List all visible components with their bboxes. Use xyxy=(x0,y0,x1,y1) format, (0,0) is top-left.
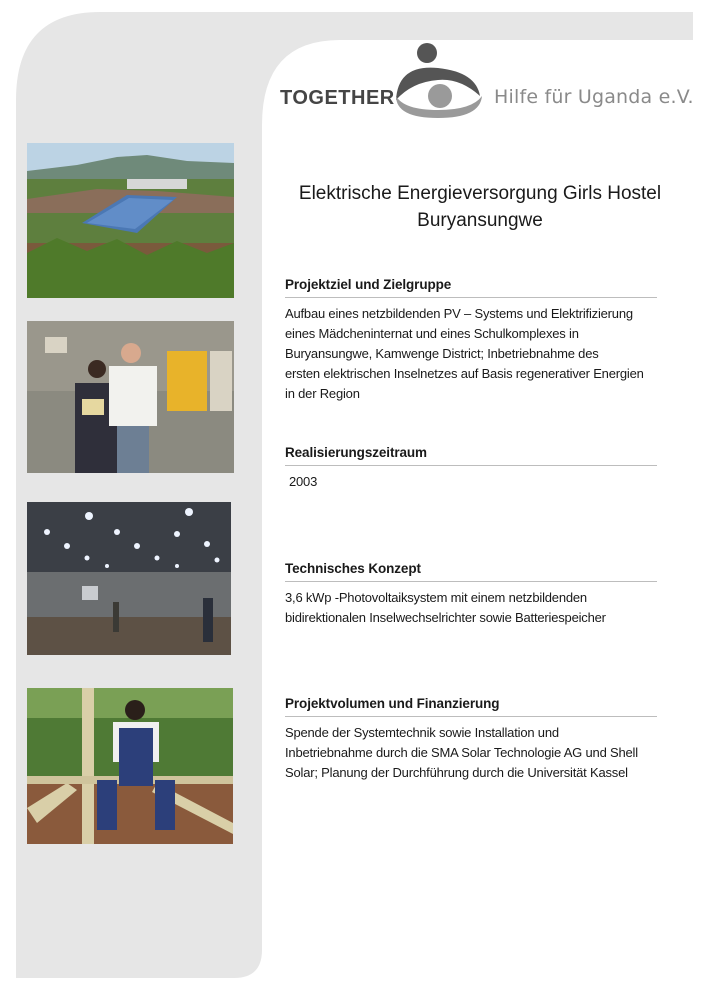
section-heading: Projektvolumen und Finanzierung xyxy=(285,696,657,717)
page-title-line-2: Buryansungwe xyxy=(417,210,543,231)
section-projektziel xyxy=(285,277,685,404)
photo-worker-construction xyxy=(27,688,233,844)
section-text xyxy=(285,304,685,404)
section-realisierungszeitraum xyxy=(285,445,685,492)
text-line: Aufbau eines netzbildenden PV – Systems und Elektrifizierung xyxy=(285,306,633,321)
text-line: Inbetriebnahme durch die SMA Solar Technologie AG und Shell xyxy=(285,745,638,760)
section-heading: Realisierungszeitraum xyxy=(285,445,657,466)
text-line: 3,6 kWp -Photovoltaiksystem mit einem netzbildenden xyxy=(285,590,587,605)
people-emblem-icon xyxy=(390,38,490,128)
text-line: 2003 xyxy=(289,474,318,489)
section-text xyxy=(285,723,685,783)
section-projektvolumen xyxy=(285,696,685,783)
logo-text-hilfe: Hilfe für Uganda e.V. xyxy=(494,86,694,108)
section-text xyxy=(285,472,685,492)
text-line: in der Region xyxy=(285,386,360,401)
section-text xyxy=(285,588,685,628)
photo-lit-hall xyxy=(27,502,231,655)
text-line: bidirektionalen Inselwechselrichter sowie Batteriespeicher xyxy=(285,610,606,625)
page-title xyxy=(278,180,682,234)
section-heading: Projektziel und Zielgruppe xyxy=(285,277,657,298)
text-line: Buryansungwe, Kamwenge District; Inbetriebnahme des xyxy=(285,346,599,361)
text-line: eines Mädcheninternat und eines Schulkomplexes in xyxy=(285,326,579,341)
section-technisches-konzept xyxy=(285,561,685,628)
text-line: Solar; Planung der Durchführung durch die Universität Kassel xyxy=(285,765,628,780)
page-title-line-1: Elektrische Energieversorgung Girls Hostel xyxy=(298,183,662,204)
photo-solar-roof xyxy=(27,143,234,298)
text-line: ersten elektrischen Inselnetzes auf Basis regenerativer Energien xyxy=(285,366,644,381)
logo-text-together: TOGETHER xyxy=(280,87,395,109)
photo-installation-team xyxy=(27,321,234,473)
organization-logo xyxy=(278,38,698,128)
section-heading: Technisches Konzept xyxy=(285,561,657,582)
text-line: Spende der Systemtechnik sowie Installation und xyxy=(285,725,559,740)
